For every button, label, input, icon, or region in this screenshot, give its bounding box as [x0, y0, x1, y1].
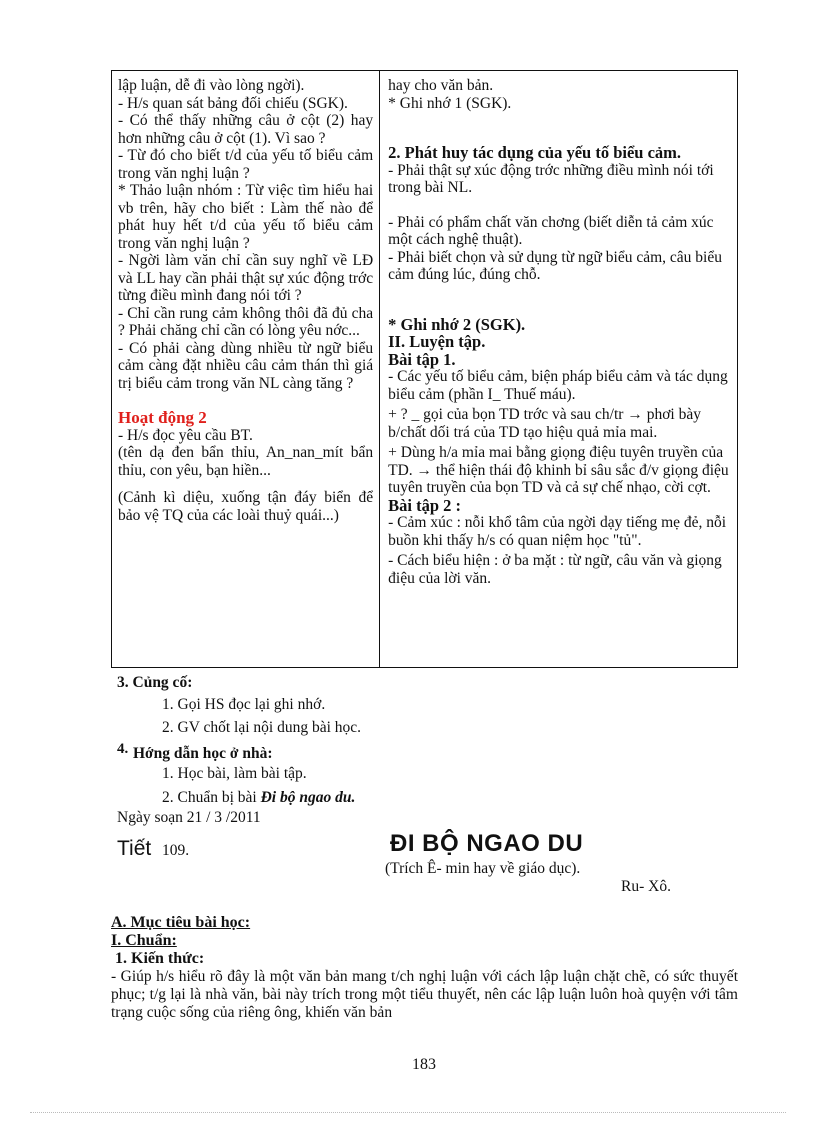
huong-dan-number: 4.	[117, 741, 129, 757]
right-mid-1: - Phải thật sự xúc động trớc những điều mình nói tới trong bài NL.	[388, 161, 714, 196]
right-top-0: hay cho văn bản.	[388, 77, 494, 94]
left-after-1: (tên dạ đen bẩn thỉu, An_nan_mít bẩn thỉu, con yêu, bạn hiền...	[118, 444, 374, 479]
cung-co-heading: 3. Củng cố:	[117, 674, 193, 691]
right-mid-3: - Phải biết chọn và sử dụng từ ngữ biểu cảm, câu biểu cảm đúng lúc, đúng chỗ.	[388, 248, 722, 283]
lesson-source: (Trích Ê- min hay về giáo dục).	[385, 860, 581, 877]
section-i-heading	[111, 932, 177, 950]
cung-co-item-2: 2. GV chốt lại nội dung bài học.	[162, 719, 362, 736]
date-prepared: Ngày soạn 21 / 3 /2011	[117, 809, 261, 826]
left-line-4: * Thảo luận nhóm : Từ việc tìm hiểu hai vb trên, hãy cho biết : Làm thế nào để phát huy hết t/d của yếu tố biểu cảm trong văn nghị luận ?	[118, 182, 374, 252]
huong-dan-heading: Hớng dẫn học ở nhà:	[133, 745, 273, 762]
left-line-5: - Ngời làm văn chỉ cần suy nghĩ về LĐ và LL hay cần phải thật sự xúc động trớc từng điều mình đang nói tới ?	[118, 252, 374, 304]
left-line-2: - Có thể thấy những câu ở cột (2) hay hơn những câu ở cột (1). Vì sao ?	[118, 112, 374, 147]
left-line-0: lập luận, dễ đi vào lòng ngời).	[118, 77, 305, 94]
footer-divider	[30, 1112, 786, 1113]
bt2-line-1: - Cách biểu hiện : ở ba mặt : từ ngữ, câu văn và giọng điệu của lời văn.	[388, 552, 722, 587]
period-label: Tiết	[117, 837, 152, 860]
section-a-text: A. Mục tiêu bài học:	[111, 914, 251, 931]
bai-tap-1-heading: Bài tập 1.	[388, 349, 456, 369]
page-number: 183	[412, 1056, 436, 1073]
lesson-table	[111, 70, 738, 668]
huong-dan-item-2	[162, 789, 355, 807]
left-line-3: - Từ đó cho biết t/d của yếu tố biểu cảm trong văn nghị luận ?	[118, 147, 374, 182]
table-right-column	[380, 71, 737, 667]
cung-co-item-1: 1. Gọi HS đọc lại ghi nhớ.	[162, 696, 326, 713]
activity-2-heading: Hoạt động 2	[118, 408, 207, 427]
bt1-line-2: + Dùng h/a mỉa mai bằng giọng điệu tuyên truyền của TD. → thể hiện thái độ khinh bỉ sâu sắc đ/v giọng điệu tuyên truyền của bọn TD và cả sự chế nhạo, cời cợt.	[388, 444, 729, 496]
section-i-text: I. Chuẩn:	[111, 932, 177, 949]
knowledge-paragraph: - Giúp h/s hiểu rõ đây là một văn bản mang t/ch nghị luận với cách lập luận chặt chẽ, có sức thuyết phục; t/g lại là nhà văn, bài này trích trong một tiểu thuyết, nên các lập luận luôn hoà quyện với tâm trạng cuộc sống của riêng ông, khiến văn bản	[111, 968, 738, 1021]
knowledge-heading: 1. Kiến thức:	[115, 950, 205, 967]
bai-tap-2-heading: Bài tập 2 :	[388, 495, 462, 515]
next-lesson-title: Đi bộ ngao du.	[260, 789, 356, 806]
lesson-title: ĐI BỘ NGAO DU	[390, 830, 584, 857]
ghi-nho-2: * Ghi nhớ 2 (SGK).	[388, 314, 526, 334]
left-after-2: (Cảnh kì diệu, xuống tận đáy biển để bảo vệ TQ của các loài thuỷ quái...)	[118, 489, 374, 524]
right-top-1: * Ghi nhớ 1 (SGK).	[388, 94, 512, 112]
huong-dan-item-1: 1. Học bài, làm bài tập.	[162, 765, 307, 782]
right-mid-2: - Phải có phẩm chất văn chơng (biết diễn tả cảm xúc một cách nghệ thuật).	[388, 213, 714, 248]
luyen-tap-heading: II. Luyện tập.	[388, 332, 486, 351]
table-left-column	[112, 71, 380, 667]
bt1-line-0: - Các yếu tố biểu cảm, biện pháp biểu cảm và tác dụng biểu cảm (phần I_ Thuế máu).	[388, 368, 728, 403]
section-2-heading: 2. Phát huy tác dụng của yếu tố biểu cảm.	[388, 143, 682, 162]
bt1-line-1: + ? _ gọi của bọn TD trớc và sau ch/tr → phơi bày b/chất dối trá của TD tạo hiệu quả mỉa mai.	[388, 406, 701, 441]
huong-dan-item-2-prefix: 2. Chuẩn bị bài	[162, 789, 261, 806]
left-line-7: - Có phải càng dùng nhiều từ ngữ biểu cảm càng đặt nhiều câu cảm thán thì giá trị biểu cảm trong văn NL càng tăng ?	[118, 339, 374, 392]
bt2-line-0: - Cảm xúc : nỗi khổ tâm của ngời dạy tiếng mẹ đẻ, nỗi buồn khi thấy h/s có quan niệm học "tủ".	[388, 514, 727, 549]
section-a-heading	[111, 914, 250, 932]
lesson-author: Ru- Xô.	[621, 878, 671, 895]
left-after-0: - H/s đọc yêu cầu BT.	[118, 426, 253, 444]
period-number: 109.	[162, 842, 190, 859]
left-line-1: - H/s quan sát bảng đối chiếu (SGK).	[118, 94, 348, 112]
left-line-6: - Chỉ cần rung cảm không thôi đã đủ cha ? Phải chăng chỉ cần có lòng yêu nớc...	[118, 304, 374, 339]
